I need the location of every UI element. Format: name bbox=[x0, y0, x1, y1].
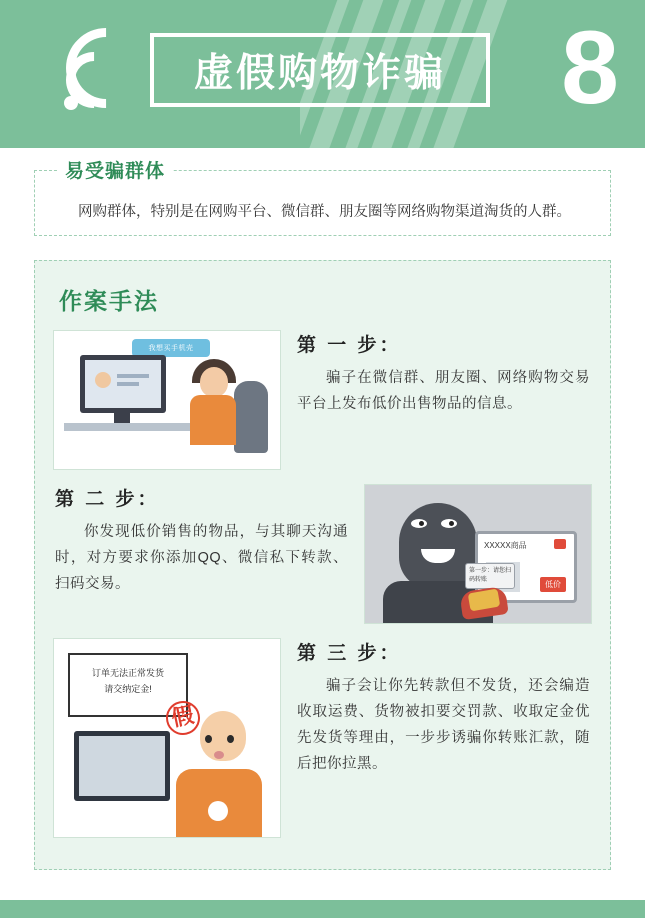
victim-section bbox=[34, 161, 611, 236]
fake-stamp: 假 bbox=[163, 698, 203, 738]
shirt-logo-icon bbox=[208, 801, 228, 821]
step-2-illustration bbox=[364, 484, 592, 624]
chat-bubble-icon: 我想买手机壳 bbox=[132, 339, 210, 357]
monitor-icon bbox=[74, 731, 170, 801]
victim-eye-left-icon bbox=[205, 735, 212, 743]
cart-icon bbox=[554, 539, 566, 549]
victim-mouth-icon bbox=[214, 751, 224, 759]
title-box bbox=[150, 33, 490, 107]
scammer-pupil-left-icon bbox=[419, 521, 424, 526]
step-2-text bbox=[53, 484, 364, 597]
monitor-stand-icon bbox=[114, 413, 130, 423]
page-header bbox=[0, 0, 645, 148]
person-body-icon bbox=[190, 395, 236, 445]
victim-eye-right-icon bbox=[227, 735, 234, 743]
step-2-heading: 第 二 步： bbox=[55, 489, 160, 510]
victim-section-body: 网购群体，特别是在网购平台、微信群、朋友圈等网络购物渠道淘货的人群。 bbox=[78, 204, 571, 220]
product-label: XXXXX商品 bbox=[484, 541, 527, 550]
step-1-body: 骗子在微信群、朋友圈、网络购物交易平台上发布低价出售物品的信息。 bbox=[297, 370, 590, 412]
person-head-icon bbox=[200, 367, 228, 397]
desk-icon bbox=[64, 423, 204, 431]
victim-section-title: 易受骗群体 bbox=[57, 156, 173, 183]
step-row-1 bbox=[53, 330, 592, 470]
step-row-2 bbox=[53, 484, 592, 624]
page-title: 虚假购物诈骗 bbox=[193, 52, 446, 95]
methods-section bbox=[34, 260, 611, 870]
order-notice-line-2: 请交纳定金! bbox=[104, 684, 152, 694]
step-3-text bbox=[281, 638, 592, 777]
step-3-illustration bbox=[53, 638, 281, 838]
price-tag: 低价 bbox=[540, 577, 566, 592]
scammer-pupil-right-icon bbox=[449, 521, 454, 526]
section-number: 8 bbox=[561, 10, 619, 126]
scam-chat-bubble: 第一步：请您扫码转账 bbox=[465, 563, 515, 589]
wifi-icon bbox=[62, 38, 138, 110]
footer-bar bbox=[0, 900, 645, 918]
step-1-text bbox=[281, 330, 592, 417]
chair-icon bbox=[234, 381, 268, 453]
order-notice-line-1: 订单无法正常发货 bbox=[91, 668, 164, 678]
methods-section-title: 作案手法 bbox=[59, 288, 159, 314]
step-1-heading: 第 一 步： bbox=[297, 335, 402, 356]
step-3-body: 骗子会让你先转款但不发货，还会编造收取运费、货物被扣要交罚款、收取定金优先发货等理由，一步步诱骗你转账汇款，随后把你拉黑。 bbox=[297, 678, 590, 772]
monitor-icon bbox=[80, 355, 166, 413]
step-1-illustration bbox=[53, 330, 281, 470]
step-row-3 bbox=[53, 638, 592, 838]
step-2-body: 你发现低价销售的物品，与其聊天沟通时，对方要求你添加QQ、微信私下转款、扫码交易。 bbox=[55, 524, 348, 592]
step-3-heading: 第 三 步： bbox=[297, 643, 402, 664]
